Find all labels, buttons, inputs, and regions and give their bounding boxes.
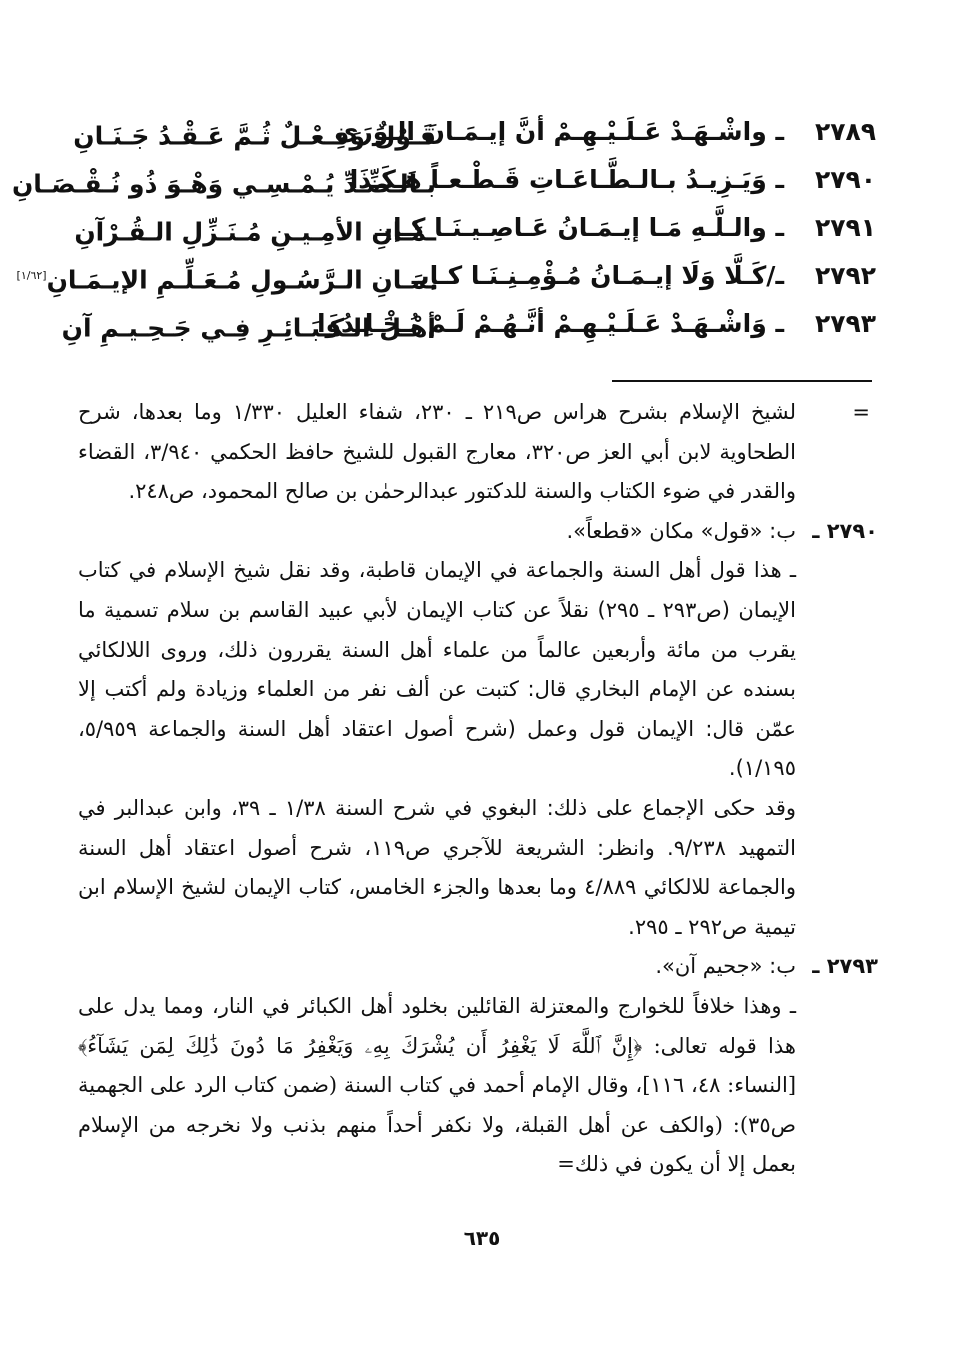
footnote-marker: ٢٧٩٠ ـ: [812, 518, 878, 543]
verse-second-hemistich-text: أهْـلَ الـكَـبَـائِـرِ فِـي جَـحِـيـمِ آنِ: [61, 313, 436, 343]
verse-second-hemistich: [61, 304, 436, 348]
verse-first-hemistich: ـ وَيَـزِيـدُ بـالـطَّـاعَـاتِ قَـطْـعـاً هَـكَـذَا: [349, 165, 784, 194]
footnote-paragraph: وقد حكى الإجماع على ذلك: البغوي في شرح السنة ١/٣٨ ـ ٣٩، وابن عبدالبر في التمهيد ٩/٢٣٨. وانظر: الشريعة للآجري ص١١٩، شرح أصول اعتقاد أهل السنة والجماعة للالكائي ٤/٨٨٩ وما بعدها والجزء الخامس، كتاب الإيمان لشيخ الإسلام ابن تيمية ص٢٩٢ ـ ٢٩٥.: [78, 795, 796, 939]
verse-first-hemistich: ـ والـلَّـهِ مَـا إيـمَـانُ عَـاصِـيـنَـا كـإيـ: [375, 213, 784, 242]
footnote-continued: [78, 393, 878, 512]
verse-number: ٢٧٩٣: [814, 309, 876, 338]
footnote-paragraph: لشيخ الإسلام بشرح هراس ص٢١٩ ـ ٢٣٠، شفاء العليل ١/٣٣٠ وما بعدها، شرح الطحاوية لابن أبي العز ص٣٢٠، معارج القبول للشيخ حافظ الحكمي ٣/٩٤٠، القضاء والقدر في ضوء الكتاب والسنة للدكتور عبدالرحمٰن بن صالح المحمود، ص٢٤٨.: [78, 400, 796, 504]
verse-number: ٢٧٩٠: [814, 165, 876, 194]
verse-first-hemistich: ـ واشْـهَـدْ عَـلَـيْـهِـمْ أنَّ إيـمَـانَ الـوَرَى: [335, 117, 784, 146]
footnote-marker: ٢٧٩٣ ـ: [812, 954, 878, 979]
footnote-2793: [78, 947, 878, 1185]
verse-second-hemistich-text: ـمَـانِ الأمِـيـنِ مُـنَـزِّلِ الـقُـرْآنِ: [74, 217, 436, 247]
verse-first-hemistich: ـ/كَـلَّا وَلَا إيـمَـانُ مُـؤْمِـنِـنَـا كـإيـ: [411, 261, 784, 290]
verse: [40, 208, 876, 256]
verse: [11, 160, 876, 208]
verse: [40, 112, 876, 160]
verse-second-hemistich-text: قَـوْلٌ وَفِـعْـلٌ ثُـمَّ عَـقْـدُ جَـنَـانِ: [73, 121, 436, 151]
page-number: ٦٣٥: [463, 1226, 501, 1250]
footnote-marker: =: [852, 400, 870, 424]
footnote-paragraph: ب: «قول» مكان «قطعاً».: [566, 518, 796, 543]
footnote-paragraph: ب: «جحيم آن».: [655, 954, 796, 979]
verse-number: ٢٧٩٢: [814, 261, 876, 290]
verse-first-hemistich: ـ وَاشْـهَـدْ عَـلَـيْـهِـمْ أنَّـهُـمْ لَـمْ يُـخْـلِـدُوا: [316, 309, 784, 338]
verse-number: ٢٧٩١: [814, 213, 876, 242]
poem: [11, 112, 876, 352]
footnote-2790: [78, 512, 878, 948]
verse-second-hemistich-text: ـمَـانِ الـرَّسُـولِ مُـعَـلِّـمِ الإيـمَـانِ: [46, 265, 436, 295]
verse: [40, 304, 876, 352]
verse-second-hemistich: [11, 160, 436, 204]
verse-second-hemistich: [16, 256, 436, 300]
verse-second-hemistich: [66, 208, 436, 252]
verse-second-hemistich-text: بـالـضِّـدِّ يُـمْـسِـي وَهْـوَ ذُو نُـقْـصَـانِ: [11, 169, 436, 199]
footnote-paragraph: ـ وهذا خلافاً للخوارج والمعتزلة القائلين بخلود أهل الكبائر في النار، ومما يدل على هذا قوله تعالى: ﴿إِنَّ ٱللَّهَ لَا يَغْفِرُ أَن يُشْرَكَ بِهِۦ وَيَغْفِرُ مَا دُونَ ذَٰلِكَ لِمَن يَشَآءُ﴾ [النساء: ٤٨، ١١٦]، وقال الإمام أحمد في كتاب السنة (ضمن كتاب الرد على الجهمية ص٣٥): (والكف عن أهل القبلة، ولا نكفر أحداً منهم بذنب ولا نخرجه من الإسلام بعمل إلا أن يكون في ذلك=: [78, 993, 797, 1177]
footnotes: [78, 393, 878, 1185]
verse-second-hemistich: [66, 112, 436, 156]
footnote-separator: [612, 380, 872, 382]
verse-number: ٢٧٨٩: [814, 117, 876, 146]
footnote-paragraph: ـ هذا قول أهل السنة والجماعة في الإيمان قاطبة، وقد نقل شيخ الإسلام في كتاب الإيمان (ص٢٩٣ ـ ٢٩٥) نقلاً عن كتاب الإيمان لأبي عبيد القاسم بن سلام تسمية ما يقرب من مائة وأربعين عالماً من علماء أهل السنة يقررون ذلك، وروى اللالكائي بسنده عن الإمام البخاري قال: كتبت عن ألف نفر من العلماء وزيادة ولم أكتب إلا عمّن قال: الإيمان قول وعمل (شرح أصول اعتقاد أهل السنة والجماعة ٥/٩٥٩، ١/١٩٥).: [78, 558, 796, 781]
page-reference: [١/٦٢]: [16, 269, 47, 282]
verse: [16, 256, 876, 304]
